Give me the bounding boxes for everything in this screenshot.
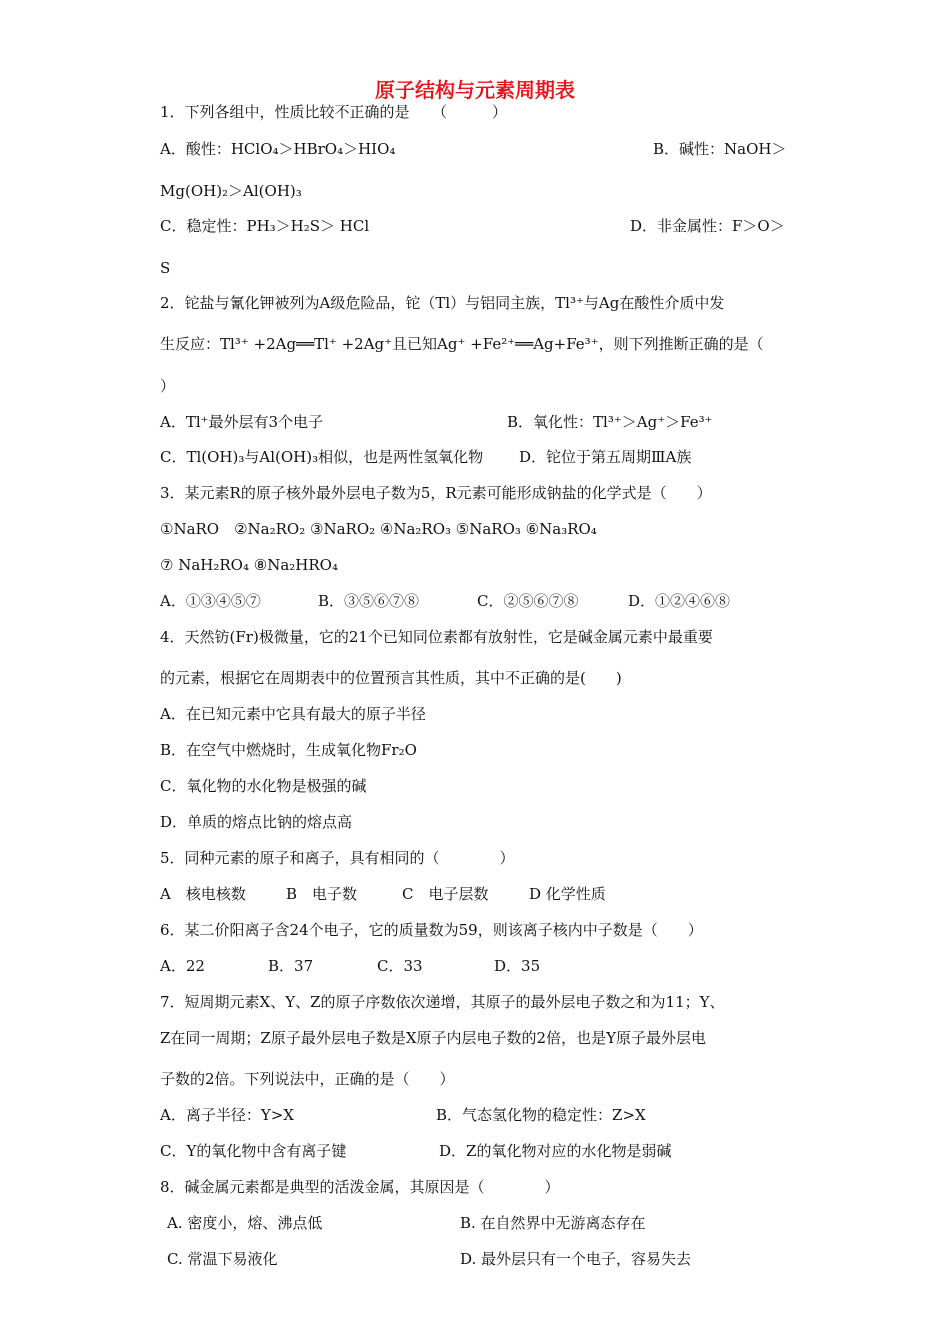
q4-option-d: D．单质的熔点比钠的熔点高 [160,813,353,831]
q5-option-d: D 化学性质 [529,885,606,903]
q4-option-c: C．氧化物的水化物是极强的碱 [160,777,367,795]
q4-stem-line2: 的元素，根据它在周期表中的位置预言其性质，其中不正确的是( ) [160,669,622,687]
q2-option-b: B．氧化性：Tl³⁺＞Ag⁺＞Fe³⁺ [507,413,713,431]
q5-option-c: C 电子层数 [402,885,489,903]
q1-option-a: A．酸性：HClO₄＞HBrO₄＞HIO₄ [160,140,396,158]
q3-choices-line1: ①NaRO ②Na₂RO₂ ③NaRO₂ ④Na₂RO₃ ⑤NaRO₃ ⑥Na₃RO₄ [160,520,597,538]
q7-option-d: D．Z的氧化物对应的水化物是弱碱 [439,1142,672,1160]
q8-option-b: B. 在自然界中无游离态存在 [460,1214,646,1232]
q2-stem-line2: 生反应：Tl³⁺ +2Ag══Tl⁺ +2Ag⁺且已知Ag⁺ +Fe²⁺══Ag+Fe³⁺，则下列推断正确的是（ [160,335,764,353]
q3-option-b: B．③⑤⑥⑦⑧ [318,592,420,610]
q5-option-b: B 电子数 [286,885,358,903]
q2-option-d: D．铊位于第五周期ⅢA族 [519,448,692,466]
q6-option-b: B．37 [268,957,314,975]
q2-option-c: C．Tl(OH)₃与Al(OH)₃相似，也是两性氢氧化物 [160,448,484,466]
q2-option-a: A．Tl⁺最外层有3个电子 [160,413,324,431]
q1-option-d-continued: S [160,259,171,277]
q2-stem-line1: 2．铊盐与氰化钾被列为A级危险品，铊（Tl）与铝同主族，Tl³⁺与Ag在酸性介质中发 [160,294,725,312]
q7-stem-line2: Z在同一周期；Z原子最外层电子数是X原子内层电子数的2倍，也是Y原子最外层电 [160,1029,706,1047]
q1-option-b-continued: Mg(OH)₂＞Al(OH)₃ [160,182,302,200]
q8-stem: 8．碱金属元素都是典型的活泼金属，其原因是（ ） [160,1178,560,1196]
q6-option-c: C．33 [377,957,423,975]
q4-option-a: A．在已知元素中它具有最大的原子半径 [160,705,426,723]
q3-option-a: A．①③④⑤⑦ [160,592,261,610]
q2-stem-line3: ） [160,377,176,395]
q8-option-d: D. 最外层只有一个电子，容易失去 [460,1250,692,1268]
q4-option-b: B．在空气中燃烧时，生成氧化物Fr₂O [160,741,417,759]
q5-option-a: A 核电核数 [160,885,246,903]
q1-stem: 1．下列各组中，性质比较不正确的是 （ ） [160,103,508,121]
q8-option-a: A. 密度小，熔、沸点低 [167,1214,323,1232]
q7-option-b: B．气态氢化物的稳定性：Z>X [436,1106,646,1124]
q8-option-c: C. 常温下易液化 [167,1250,278,1268]
q3-choices-line2: ⑦ NaH₂RO₄ ⑧Na₂HRO₄ [160,556,338,574]
page-title: 原子结构与元素周期表 [375,78,575,102]
q4-stem-line1: 4．天然钫(Fr)极微量，它的21个已知同位素都有放射性，它是碱金属元素中最重要 [160,628,713,646]
q1-option-b: B．碱性：NaOH＞ [653,140,787,158]
q3-option-c: C．②⑤⑥⑦⑧ [477,592,579,610]
q6-stem: 6．某二价阳离子含24个电子，它的质量数为59，则该离子核内中子数是（ ） [160,921,703,939]
q7-stem-line3: 子数的2倍。下列说法中，正确的是（ ） [160,1070,455,1088]
q5-stem: 5．同种元素的原子和离子，具有相同的（ ） [160,849,515,867]
q3-stem: 3．某元素R的原子核外最外层电子数为5，R元素可能形成钠盐的化学式是（ ） [160,484,712,502]
q7-option-c: C．Y的氧化物中含有离子键 [160,1142,347,1160]
q7-stem-line1: 7．短周期元素X、Y、Z的原子序数依次递增，其原子的最外层电子数之和为11；Y、 [160,993,725,1011]
q6-option-a: A．22 [160,957,205,975]
q3-option-d: D．①②④⑥⑧ [628,592,731,610]
q6-option-d: D．35 [494,957,541,975]
q1-option-c: C．稳定性：PH₃＞H₂S＞ HCl [160,217,370,235]
q1-option-d: D．非金属性：F＞O＞ [630,217,785,235]
q7-option-a: A．离子半径：Y>X [160,1106,294,1124]
